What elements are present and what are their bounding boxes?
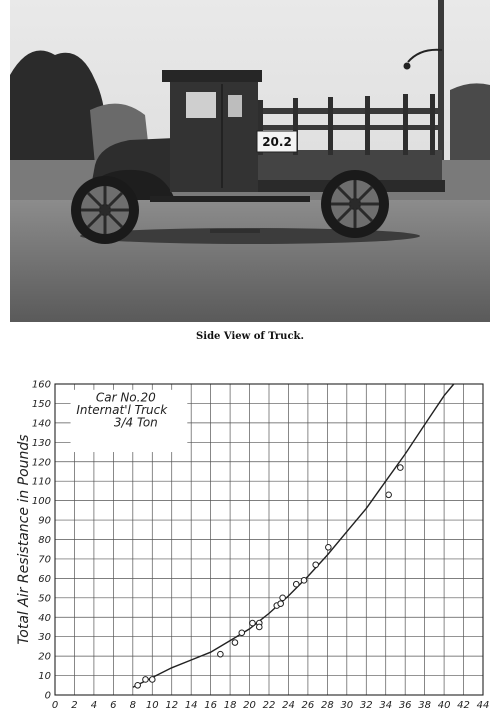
road-debris (210, 229, 260, 233)
y-axis-label: Total Air Resistance in Pounds (16, 434, 32, 645)
cab-window (186, 92, 216, 118)
cab-roof (162, 70, 262, 82)
y-tick-labels (32, 380, 51, 702)
x-tick-label: 38 (418, 700, 432, 711)
data-point (149, 677, 155, 683)
y-tick-label: 80 (38, 535, 51, 546)
x-tick-label: 32 (359, 700, 373, 711)
x-tick-label: 44 (476, 700, 490, 711)
y-tick-label: 150 (31, 398, 51, 410)
y-tick-label: 160 (31, 379, 51, 391)
truck-cab (170, 72, 258, 192)
y-tick-label: 20 (38, 651, 51, 663)
x-tick-label: 10 (145, 700, 159, 711)
x-tick-label: 0 (51, 700, 59, 711)
y-tick-label: 0 (44, 690, 51, 702)
data-point (278, 601, 284, 607)
data-point (135, 682, 141, 688)
x-tick-label: 22 (262, 700, 276, 711)
x-tick-label: 16 (204, 700, 218, 711)
x-tick-label: 18 (223, 700, 237, 711)
data-point (313, 562, 319, 568)
data-point (256, 624, 262, 630)
rear-wheel (321, 170, 389, 238)
y-tick-label: 60 (38, 573, 51, 585)
cab-rear-window (228, 95, 242, 117)
y-tick-label: 10 (38, 671, 51, 683)
x-tick-label: 24 (282, 700, 295, 711)
data-point (232, 640, 238, 646)
data-point (398, 465, 404, 471)
x-tick-label: 42 (457, 700, 470, 711)
x-tick-label: 30 (340, 700, 354, 711)
x-tick-labels (52, 700, 490, 711)
data-point (143, 677, 149, 683)
y-tick-label: 130 (31, 437, 51, 449)
x-tick-label: 14 (184, 700, 198, 711)
x-tick-label: 4 (90, 700, 98, 711)
data-point (218, 651, 224, 657)
x-tick-label: 2 (71, 700, 78, 711)
data-point (386, 492, 392, 498)
photo-caption: Side View of Truck. (196, 331, 304, 342)
x-tick-label: 40 (437, 700, 451, 711)
x-tick-label: 28 (320, 700, 334, 711)
annotation-line-1: Car No.20 (95, 390, 156, 405)
annotation-line-2: Internat'l Truck (76, 402, 168, 417)
truck-photo (10, 0, 490, 322)
x-tick-label: 6 (110, 700, 117, 711)
x-tick-label: 20 (243, 700, 256, 711)
x-tick-label: 36 (398, 700, 412, 711)
annotation-box (71, 390, 188, 452)
x-tick-label: 12 (165, 700, 179, 711)
data-point (239, 630, 245, 636)
y-tick-label: 120 (31, 457, 51, 469)
y-tick-label: 40 (38, 612, 51, 624)
x-tick-label: 8 (129, 700, 137, 711)
lamp (404, 63, 411, 70)
running-board (150, 196, 310, 202)
x-tick-label: 34 (379, 700, 393, 711)
data-point (250, 620, 256, 626)
data-point (293, 581, 299, 587)
data-point (301, 578, 307, 584)
plate-text: 20.2 (262, 135, 292, 149)
y-tick-label: 110 (31, 476, 51, 488)
y-tick-label: 30 (38, 632, 51, 644)
y-tick-label: 100 (31, 496, 51, 508)
x-tick-label: 26 (301, 700, 315, 711)
data-point (326, 544, 332, 550)
front-wheel (71, 176, 139, 244)
y-tick-label: 90 (38, 515, 51, 527)
y-tick-label: 140 (31, 418, 51, 430)
y-tick-label: 70 (38, 554, 51, 566)
data-point (280, 595, 286, 601)
annotation-line-3: 3/4 Ton (113, 415, 158, 430)
y-tick-label: 50 (38, 593, 51, 605)
air-resistance-chart (0, 372, 500, 717)
